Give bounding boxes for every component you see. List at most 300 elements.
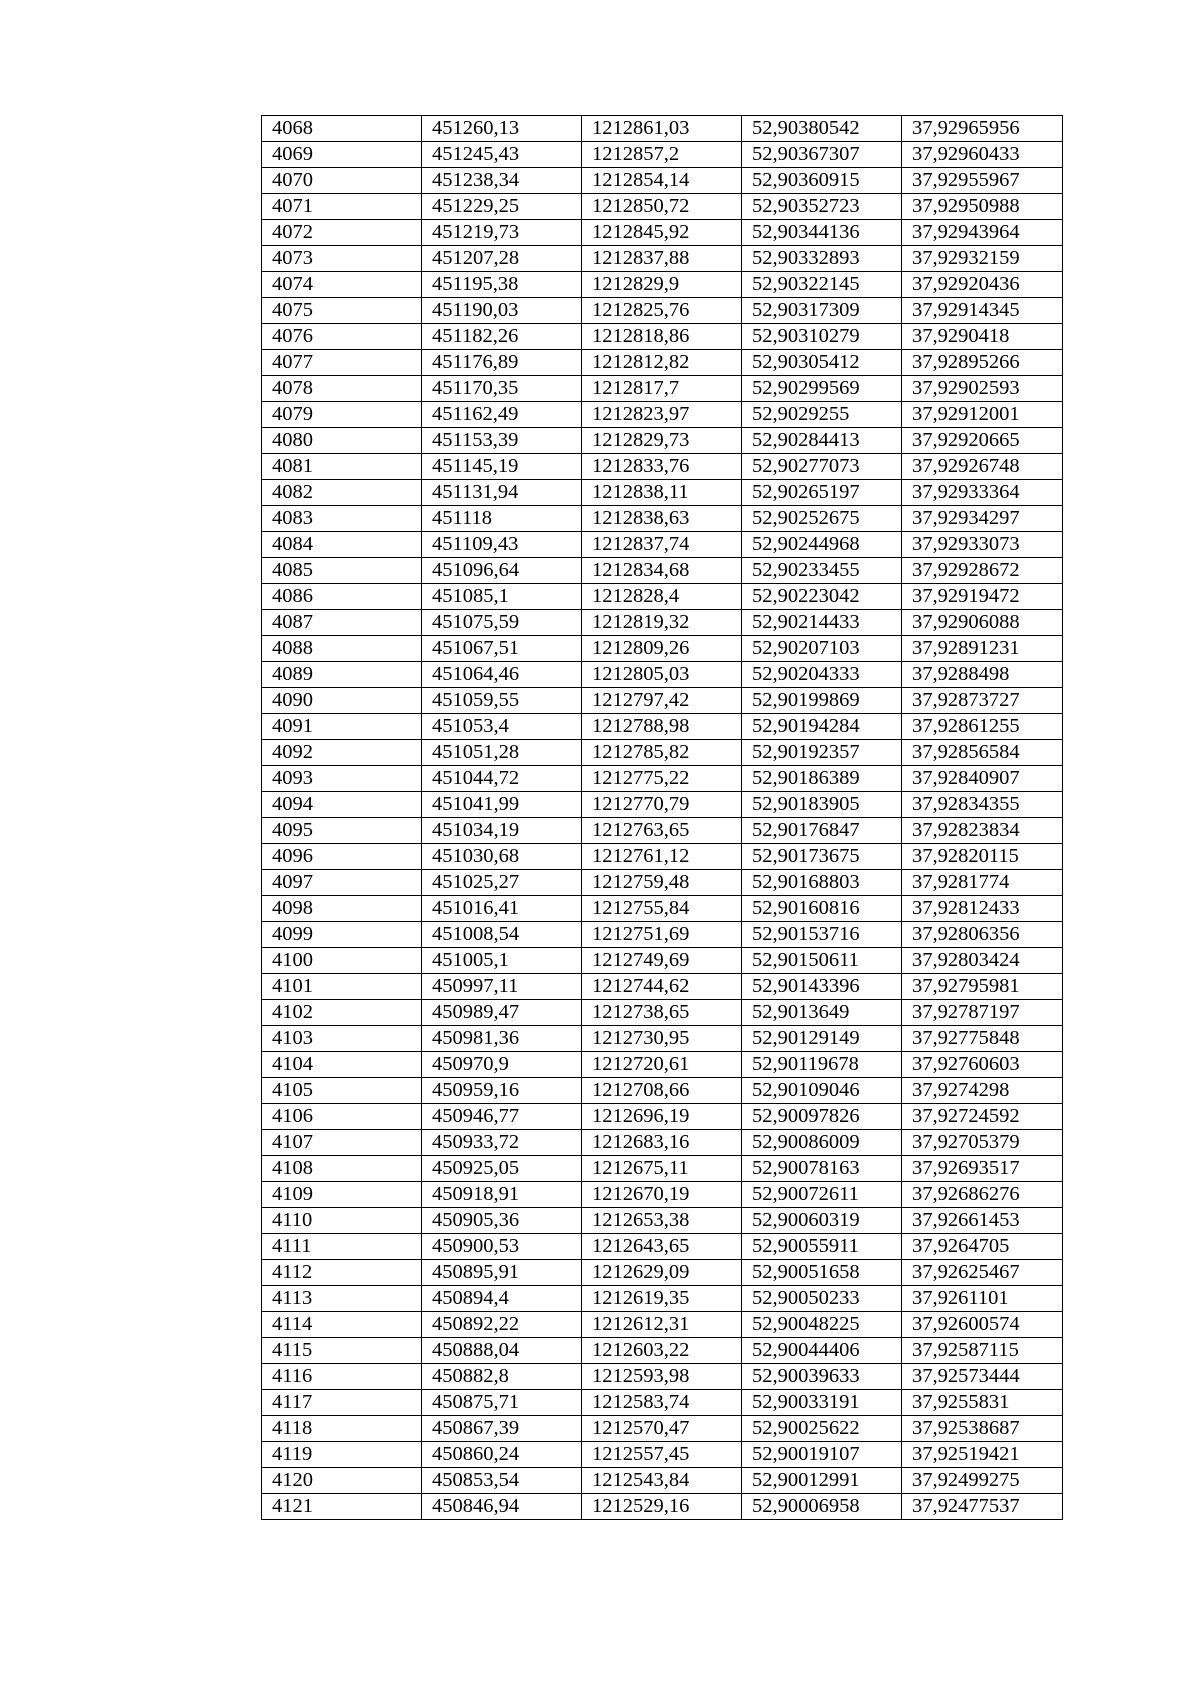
latitude-cell: 52,90284413: [742, 428, 902, 454]
point-number-cell: 4094: [262, 792, 422, 818]
point-number-cell: 4079: [262, 402, 422, 428]
latitude-cell: 52,90072611: [742, 1182, 902, 1208]
point-number-cell: 4120: [262, 1468, 422, 1494]
latitude-cell: 52,90265197: [742, 480, 902, 506]
longitude-cell: 37,92820115: [902, 844, 1063, 870]
y-coordinate-cell: 1212720,61: [582, 1052, 742, 1078]
x-coordinate-cell: 450882,8: [422, 1364, 582, 1390]
table-row: [262, 766, 1063, 792]
y-coordinate-cell: 1212683,16: [582, 1130, 742, 1156]
table-row: [262, 974, 1063, 1000]
x-coordinate-cell: 450959,16: [422, 1078, 582, 1104]
x-coordinate-cell: 451229,25: [422, 194, 582, 220]
x-coordinate-cell: 451096,64: [422, 558, 582, 584]
y-coordinate-cell: 1212788,98: [582, 714, 742, 740]
table-row: [262, 142, 1063, 168]
table-row: [262, 324, 1063, 350]
longitude-cell: 37,92861255: [902, 714, 1063, 740]
point-number-cell: 4090: [262, 688, 422, 714]
table-row: [262, 454, 1063, 480]
point-number-cell: 4085: [262, 558, 422, 584]
longitude-cell: 37,92840907: [902, 766, 1063, 792]
point-number-cell: 4101: [262, 974, 422, 1000]
y-coordinate-cell: 1212543,84: [582, 1468, 742, 1494]
point-number-cell: 4102: [262, 1000, 422, 1026]
longitude-cell: 37,92933073: [902, 532, 1063, 558]
table-row: [262, 1286, 1063, 1312]
point-number-cell: 4080: [262, 428, 422, 454]
point-number-cell: 4098: [262, 896, 422, 922]
coordinates-table: [261, 115, 1063, 1520]
y-coordinate-cell: 1212818,86: [582, 324, 742, 350]
longitude-cell: 37,92895266: [902, 350, 1063, 376]
longitude-cell: 37,92775848: [902, 1026, 1063, 1052]
longitude-cell: 37,92705379: [902, 1130, 1063, 1156]
y-coordinate-cell: 1212861,03: [582, 116, 742, 142]
point-number-cell: 4113: [262, 1286, 422, 1312]
table-row: [262, 1156, 1063, 1182]
latitude-cell: 52,90050233: [742, 1286, 902, 1312]
x-coordinate-cell: 451067,51: [422, 636, 582, 662]
point-number-cell: 4103: [262, 1026, 422, 1052]
latitude-cell: 52,90119678: [742, 1052, 902, 1078]
point-number-cell: 4076: [262, 324, 422, 350]
y-coordinate-cell: 1212809,26: [582, 636, 742, 662]
table-row: [262, 636, 1063, 662]
x-coordinate-cell: 451059,55: [422, 688, 582, 714]
latitude-cell: 52,9013649: [742, 1000, 902, 1026]
point-number-cell: 4078: [262, 376, 422, 402]
longitude-cell: 37,92686276: [902, 1182, 1063, 1208]
latitude-cell: 52,9029255: [742, 402, 902, 428]
table-row: [262, 246, 1063, 272]
y-coordinate-cell: 1212850,72: [582, 194, 742, 220]
y-coordinate-cell: 1212761,12: [582, 844, 742, 870]
x-coordinate-cell: 451207,28: [422, 246, 582, 272]
longitude-cell: 37,92573444: [902, 1364, 1063, 1390]
point-number-cell: 4108: [262, 1156, 422, 1182]
latitude-cell: 52,90048225: [742, 1312, 902, 1338]
longitude-cell: 37,92834355: [902, 792, 1063, 818]
point-number-cell: 4071: [262, 194, 422, 220]
point-number-cell: 4081: [262, 454, 422, 480]
table-row: [262, 116, 1063, 142]
table-row: [262, 792, 1063, 818]
longitude-cell: 37,92519421: [902, 1442, 1063, 1468]
longitude-cell: 37,92960433: [902, 142, 1063, 168]
latitude-cell: 52,90025622: [742, 1416, 902, 1442]
y-coordinate-cell: 1212612,31: [582, 1312, 742, 1338]
y-coordinate-cell: 1212696,19: [582, 1104, 742, 1130]
table-row: [262, 168, 1063, 194]
point-number-cell: 4072: [262, 220, 422, 246]
longitude-cell: 37,9274298: [902, 1078, 1063, 1104]
x-coordinate-cell: 451131,94: [422, 480, 582, 506]
point-number-cell: 4110: [262, 1208, 422, 1234]
latitude-cell: 52,90299569: [742, 376, 902, 402]
x-coordinate-cell: 450989,47: [422, 1000, 582, 1026]
x-coordinate-cell: 450981,36: [422, 1026, 582, 1052]
point-number-cell: 4106: [262, 1104, 422, 1130]
table-row: [262, 1104, 1063, 1130]
longitude-cell: 37,92856584: [902, 740, 1063, 766]
latitude-cell: 52,90012991: [742, 1468, 902, 1494]
longitude-cell: 37,92933364: [902, 480, 1063, 506]
y-coordinate-cell: 1212763,65: [582, 818, 742, 844]
y-coordinate-cell: 1212744,62: [582, 974, 742, 1000]
table-row: [262, 740, 1063, 766]
latitude-cell: 52,90055911: [742, 1234, 902, 1260]
latitude-cell: 52,90252675: [742, 506, 902, 532]
point-number-cell: 4105: [262, 1078, 422, 1104]
point-number-cell: 4095: [262, 818, 422, 844]
longitude-cell: 37,92724592: [902, 1104, 1063, 1130]
table-row: [262, 714, 1063, 740]
point-number-cell: 4089: [262, 662, 422, 688]
point-number-cell: 4088: [262, 636, 422, 662]
x-coordinate-cell: 451034,19: [422, 818, 582, 844]
x-coordinate-cell: 451109,43: [422, 532, 582, 558]
longitude-cell: 37,92932159: [902, 246, 1063, 272]
latitude-cell: 52,90044406: [742, 1338, 902, 1364]
point-number-cell: 4117: [262, 1390, 422, 1416]
coordinates-table-body: [262, 116, 1063, 1520]
y-coordinate-cell: 1212749,69: [582, 948, 742, 974]
x-coordinate-cell: 451190,03: [422, 298, 582, 324]
longitude-cell: 37,92943964: [902, 220, 1063, 246]
point-number-cell: 4086: [262, 584, 422, 610]
point-number-cell: 4097: [262, 870, 422, 896]
x-coordinate-cell: 450853,54: [422, 1468, 582, 1494]
x-coordinate-cell: 451041,99: [422, 792, 582, 818]
latitude-cell: 52,90086009: [742, 1130, 902, 1156]
latitude-cell: 52,90199869: [742, 688, 902, 714]
longitude-cell: 37,92625467: [902, 1260, 1063, 1286]
latitude-cell: 52,90039633: [742, 1364, 902, 1390]
point-number-cell: 4068: [262, 116, 422, 142]
point-number-cell: 4104: [262, 1052, 422, 1078]
y-coordinate-cell: 1212805,03: [582, 662, 742, 688]
longitude-cell: 37,92891231: [902, 636, 1063, 662]
table-row: [262, 948, 1063, 974]
y-coordinate-cell: 1212603,22: [582, 1338, 742, 1364]
table-row: [262, 298, 1063, 324]
longitude-cell: 37,92902593: [902, 376, 1063, 402]
table-row: [262, 1312, 1063, 1338]
y-coordinate-cell: 1212643,65: [582, 1234, 742, 1260]
latitude-cell: 52,90060319: [742, 1208, 902, 1234]
longitude-cell: 37,92806356: [902, 922, 1063, 948]
point-number-cell: 4091: [262, 714, 422, 740]
x-coordinate-cell: 451005,1: [422, 948, 582, 974]
point-number-cell: 4070: [262, 168, 422, 194]
longitude-cell: 37,9261101: [902, 1286, 1063, 1312]
point-number-cell: 4115: [262, 1338, 422, 1364]
x-coordinate-cell: 450933,72: [422, 1130, 582, 1156]
latitude-cell: 52,90317309: [742, 298, 902, 324]
table-row: [262, 1078, 1063, 1104]
y-coordinate-cell: 1212812,82: [582, 350, 742, 376]
longitude-cell: 37,92934297: [902, 506, 1063, 532]
longitude-cell: 37,92499275: [902, 1468, 1063, 1494]
table-row: [262, 506, 1063, 532]
longitude-cell: 37,9264705: [902, 1234, 1063, 1260]
table-row: [262, 558, 1063, 584]
x-coordinate-cell: 451182,26: [422, 324, 582, 350]
y-coordinate-cell: 1212670,19: [582, 1182, 742, 1208]
latitude-cell: 52,90150611: [742, 948, 902, 974]
table-row: [262, 922, 1063, 948]
table-row: [262, 480, 1063, 506]
y-coordinate-cell: 1212629,09: [582, 1260, 742, 1286]
longitude-cell: 37,92803424: [902, 948, 1063, 974]
latitude-cell: 52,90176847: [742, 818, 902, 844]
table-row: [262, 220, 1063, 246]
longitude-cell: 37,92795981: [902, 974, 1063, 1000]
latitude-cell: 52,90186389: [742, 766, 902, 792]
longitude-cell: 37,92926748: [902, 454, 1063, 480]
table-row: [262, 1390, 1063, 1416]
latitude-cell: 52,90305412: [742, 350, 902, 376]
point-number-cell: 4074: [262, 272, 422, 298]
longitude-cell: 37,92955967: [902, 168, 1063, 194]
longitude-cell: 37,92600574: [902, 1312, 1063, 1338]
point-number-cell: 4082: [262, 480, 422, 506]
x-coordinate-cell: 451238,34: [422, 168, 582, 194]
table-row: [262, 870, 1063, 896]
point-number-cell: 4121: [262, 1494, 422, 1520]
longitude-cell: 37,92920436: [902, 272, 1063, 298]
longitude-cell: 37,9290418: [902, 324, 1063, 350]
table-row: [262, 1234, 1063, 1260]
x-coordinate-cell: 451176,89: [422, 350, 582, 376]
table-row: [262, 1000, 1063, 1026]
y-coordinate-cell: 1212653,38: [582, 1208, 742, 1234]
y-coordinate-cell: 1212838,11: [582, 480, 742, 506]
table-row: [262, 532, 1063, 558]
x-coordinate-cell: 451044,72: [422, 766, 582, 792]
latitude-cell: 52,90194284: [742, 714, 902, 740]
latitude-cell: 52,90344136: [742, 220, 902, 246]
x-coordinate-cell: 450895,91: [422, 1260, 582, 1286]
table-row: [262, 402, 1063, 428]
longitude-cell: 37,92760603: [902, 1052, 1063, 1078]
y-coordinate-cell: 1212823,97: [582, 402, 742, 428]
table-row: [262, 1182, 1063, 1208]
latitude-cell: 52,90051658: [742, 1260, 902, 1286]
longitude-cell: 37,92587115: [902, 1338, 1063, 1364]
latitude-cell: 52,90168803: [742, 870, 902, 896]
table-row: [262, 194, 1063, 220]
latitude-cell: 52,90332893: [742, 246, 902, 272]
longitude-cell: 37,92914345: [902, 298, 1063, 324]
point-number-cell: 4073: [262, 246, 422, 272]
latitude-cell: 52,90223042: [742, 584, 902, 610]
table-row: [262, 688, 1063, 714]
y-coordinate-cell: 1212730,95: [582, 1026, 742, 1052]
latitude-cell: 52,90310279: [742, 324, 902, 350]
table-row: [262, 584, 1063, 610]
latitude-cell: 52,90006958: [742, 1494, 902, 1520]
x-coordinate-cell: 451145,19: [422, 454, 582, 480]
x-coordinate-cell: 451025,27: [422, 870, 582, 896]
table-row: [262, 1338, 1063, 1364]
longitude-cell: 37,92812433: [902, 896, 1063, 922]
y-coordinate-cell: 1212557,45: [582, 1442, 742, 1468]
point-number-cell: 4096: [262, 844, 422, 870]
y-coordinate-cell: 1212857,2: [582, 142, 742, 168]
y-coordinate-cell: 1212837,88: [582, 246, 742, 272]
y-coordinate-cell: 1212828,4: [582, 584, 742, 610]
y-coordinate-cell: 1212825,76: [582, 298, 742, 324]
latitude-cell: 52,90129149: [742, 1026, 902, 1052]
point-number-cell: 4118: [262, 1416, 422, 1442]
table-row: [262, 610, 1063, 636]
latitude-cell: 52,90204333: [742, 662, 902, 688]
table-row: [262, 1026, 1063, 1052]
longitude-cell: 37,92965956: [902, 116, 1063, 142]
latitude-cell: 52,90192357: [742, 740, 902, 766]
y-coordinate-cell: 1212785,82: [582, 740, 742, 766]
longitude-cell: 37,9281774: [902, 870, 1063, 896]
point-number-cell: 4099: [262, 922, 422, 948]
x-coordinate-cell: 450970,9: [422, 1052, 582, 1078]
x-coordinate-cell: 450846,94: [422, 1494, 582, 1520]
x-coordinate-cell: 451245,43: [422, 142, 582, 168]
longitude-cell: 37,9288498: [902, 662, 1063, 688]
y-coordinate-cell: 1212583,74: [582, 1390, 742, 1416]
table-row: [262, 1468, 1063, 1494]
y-coordinate-cell: 1212619,35: [582, 1286, 742, 1312]
y-coordinate-cell: 1212829,73: [582, 428, 742, 454]
point-number-cell: 4075: [262, 298, 422, 324]
table-row: [262, 376, 1063, 402]
x-coordinate-cell: 451118: [422, 506, 582, 532]
y-coordinate-cell: 1212819,32: [582, 610, 742, 636]
latitude-cell: 52,90033191: [742, 1390, 902, 1416]
point-number-cell: 4119: [262, 1442, 422, 1468]
table-row: [262, 1208, 1063, 1234]
x-coordinate-cell: 451064,46: [422, 662, 582, 688]
point-number-cell: 4087: [262, 610, 422, 636]
x-coordinate-cell: 451051,28: [422, 740, 582, 766]
point-number-cell: 4112: [262, 1260, 422, 1286]
y-coordinate-cell: 1212770,79: [582, 792, 742, 818]
table-row: [262, 1494, 1063, 1520]
table-row: [262, 844, 1063, 870]
latitude-cell: 52,90078163: [742, 1156, 902, 1182]
table-row: [262, 272, 1063, 298]
point-number-cell: 4069: [262, 142, 422, 168]
latitude-cell: 52,90244968: [742, 532, 902, 558]
y-coordinate-cell: 1212837,74: [582, 532, 742, 558]
latitude-cell: 52,90019107: [742, 1442, 902, 1468]
x-coordinate-cell: 451170,35: [422, 376, 582, 402]
longitude-cell: 37,92873727: [902, 688, 1063, 714]
point-number-cell: 4116: [262, 1364, 422, 1390]
point-number-cell: 4100: [262, 948, 422, 974]
y-coordinate-cell: 1212751,69: [582, 922, 742, 948]
x-coordinate-cell: 450867,39: [422, 1416, 582, 1442]
latitude-cell: 52,90109046: [742, 1078, 902, 1104]
x-coordinate-cell: 450894,4: [422, 1286, 582, 1312]
x-coordinate-cell: 451153,39: [422, 428, 582, 454]
point-number-cell: 4077: [262, 350, 422, 376]
y-coordinate-cell: 1212775,22: [582, 766, 742, 792]
point-number-cell: 4083: [262, 506, 422, 532]
latitude-cell: 52,90160816: [742, 896, 902, 922]
x-coordinate-cell: 451085,1: [422, 584, 582, 610]
point-number-cell: 4093: [262, 766, 422, 792]
table-row: [262, 1260, 1063, 1286]
latitude-cell: 52,90352723: [742, 194, 902, 220]
x-coordinate-cell: 451016,41: [422, 896, 582, 922]
y-coordinate-cell: 1212834,68: [582, 558, 742, 584]
longitude-cell: 37,92787197: [902, 1000, 1063, 1026]
y-coordinate-cell: 1212817,7: [582, 376, 742, 402]
x-coordinate-cell: 450946,77: [422, 1104, 582, 1130]
x-coordinate-cell: 451162,49: [422, 402, 582, 428]
y-coordinate-cell: 1212593,98: [582, 1364, 742, 1390]
longitude-cell: 37,92950988: [902, 194, 1063, 220]
latitude-cell: 52,90097826: [742, 1104, 902, 1130]
x-coordinate-cell: 450925,05: [422, 1156, 582, 1182]
longitude-cell: 37,92928672: [902, 558, 1063, 584]
longitude-cell: 37,92823834: [902, 818, 1063, 844]
longitude-cell: 37,92919472: [902, 584, 1063, 610]
latitude-cell: 52,90207103: [742, 636, 902, 662]
longitude-cell: 37,92693517: [902, 1156, 1063, 1182]
latitude-cell: 52,90214433: [742, 610, 902, 636]
table-row: [262, 1442, 1063, 1468]
table-row: [262, 428, 1063, 454]
x-coordinate-cell: 451195,38: [422, 272, 582, 298]
longitude-cell: 37,9255831: [902, 1390, 1063, 1416]
latitude-cell: 52,90153716: [742, 922, 902, 948]
x-coordinate-cell: 450888,04: [422, 1338, 582, 1364]
y-coordinate-cell: 1212738,65: [582, 1000, 742, 1026]
x-coordinate-cell: 451030,68: [422, 844, 582, 870]
x-coordinate-cell: 450905,36: [422, 1208, 582, 1234]
longitude-cell: 37,92920665: [902, 428, 1063, 454]
x-coordinate-cell: 450892,22: [422, 1312, 582, 1338]
table-row: [262, 1130, 1063, 1156]
table-row: [262, 896, 1063, 922]
table-row: [262, 1052, 1063, 1078]
x-coordinate-cell: 451008,54: [422, 922, 582, 948]
longitude-cell: 37,92906088: [902, 610, 1063, 636]
point-number-cell: 4107: [262, 1130, 422, 1156]
point-number-cell: 4114: [262, 1312, 422, 1338]
x-coordinate-cell: 450900,53: [422, 1234, 582, 1260]
x-coordinate-cell: 450918,91: [422, 1182, 582, 1208]
x-coordinate-cell: 451075,59: [422, 610, 582, 636]
table-row: [262, 818, 1063, 844]
longitude-cell: 37,92912001: [902, 402, 1063, 428]
latitude-cell: 52,90233455: [742, 558, 902, 584]
latitude-cell: 52,90183905: [742, 792, 902, 818]
y-coordinate-cell: 1212829,9: [582, 272, 742, 298]
x-coordinate-cell: 450875,71: [422, 1390, 582, 1416]
point-number-cell: 4084: [262, 532, 422, 558]
y-coordinate-cell: 1212529,16: [582, 1494, 742, 1520]
latitude-cell: 52,90143396: [742, 974, 902, 1000]
x-coordinate-cell: 450860,24: [422, 1442, 582, 1468]
latitude-cell: 52,90367307: [742, 142, 902, 168]
longitude-cell: 37,92538687: [902, 1416, 1063, 1442]
latitude-cell: 52,90173675: [742, 844, 902, 870]
y-coordinate-cell: 1212797,42: [582, 688, 742, 714]
